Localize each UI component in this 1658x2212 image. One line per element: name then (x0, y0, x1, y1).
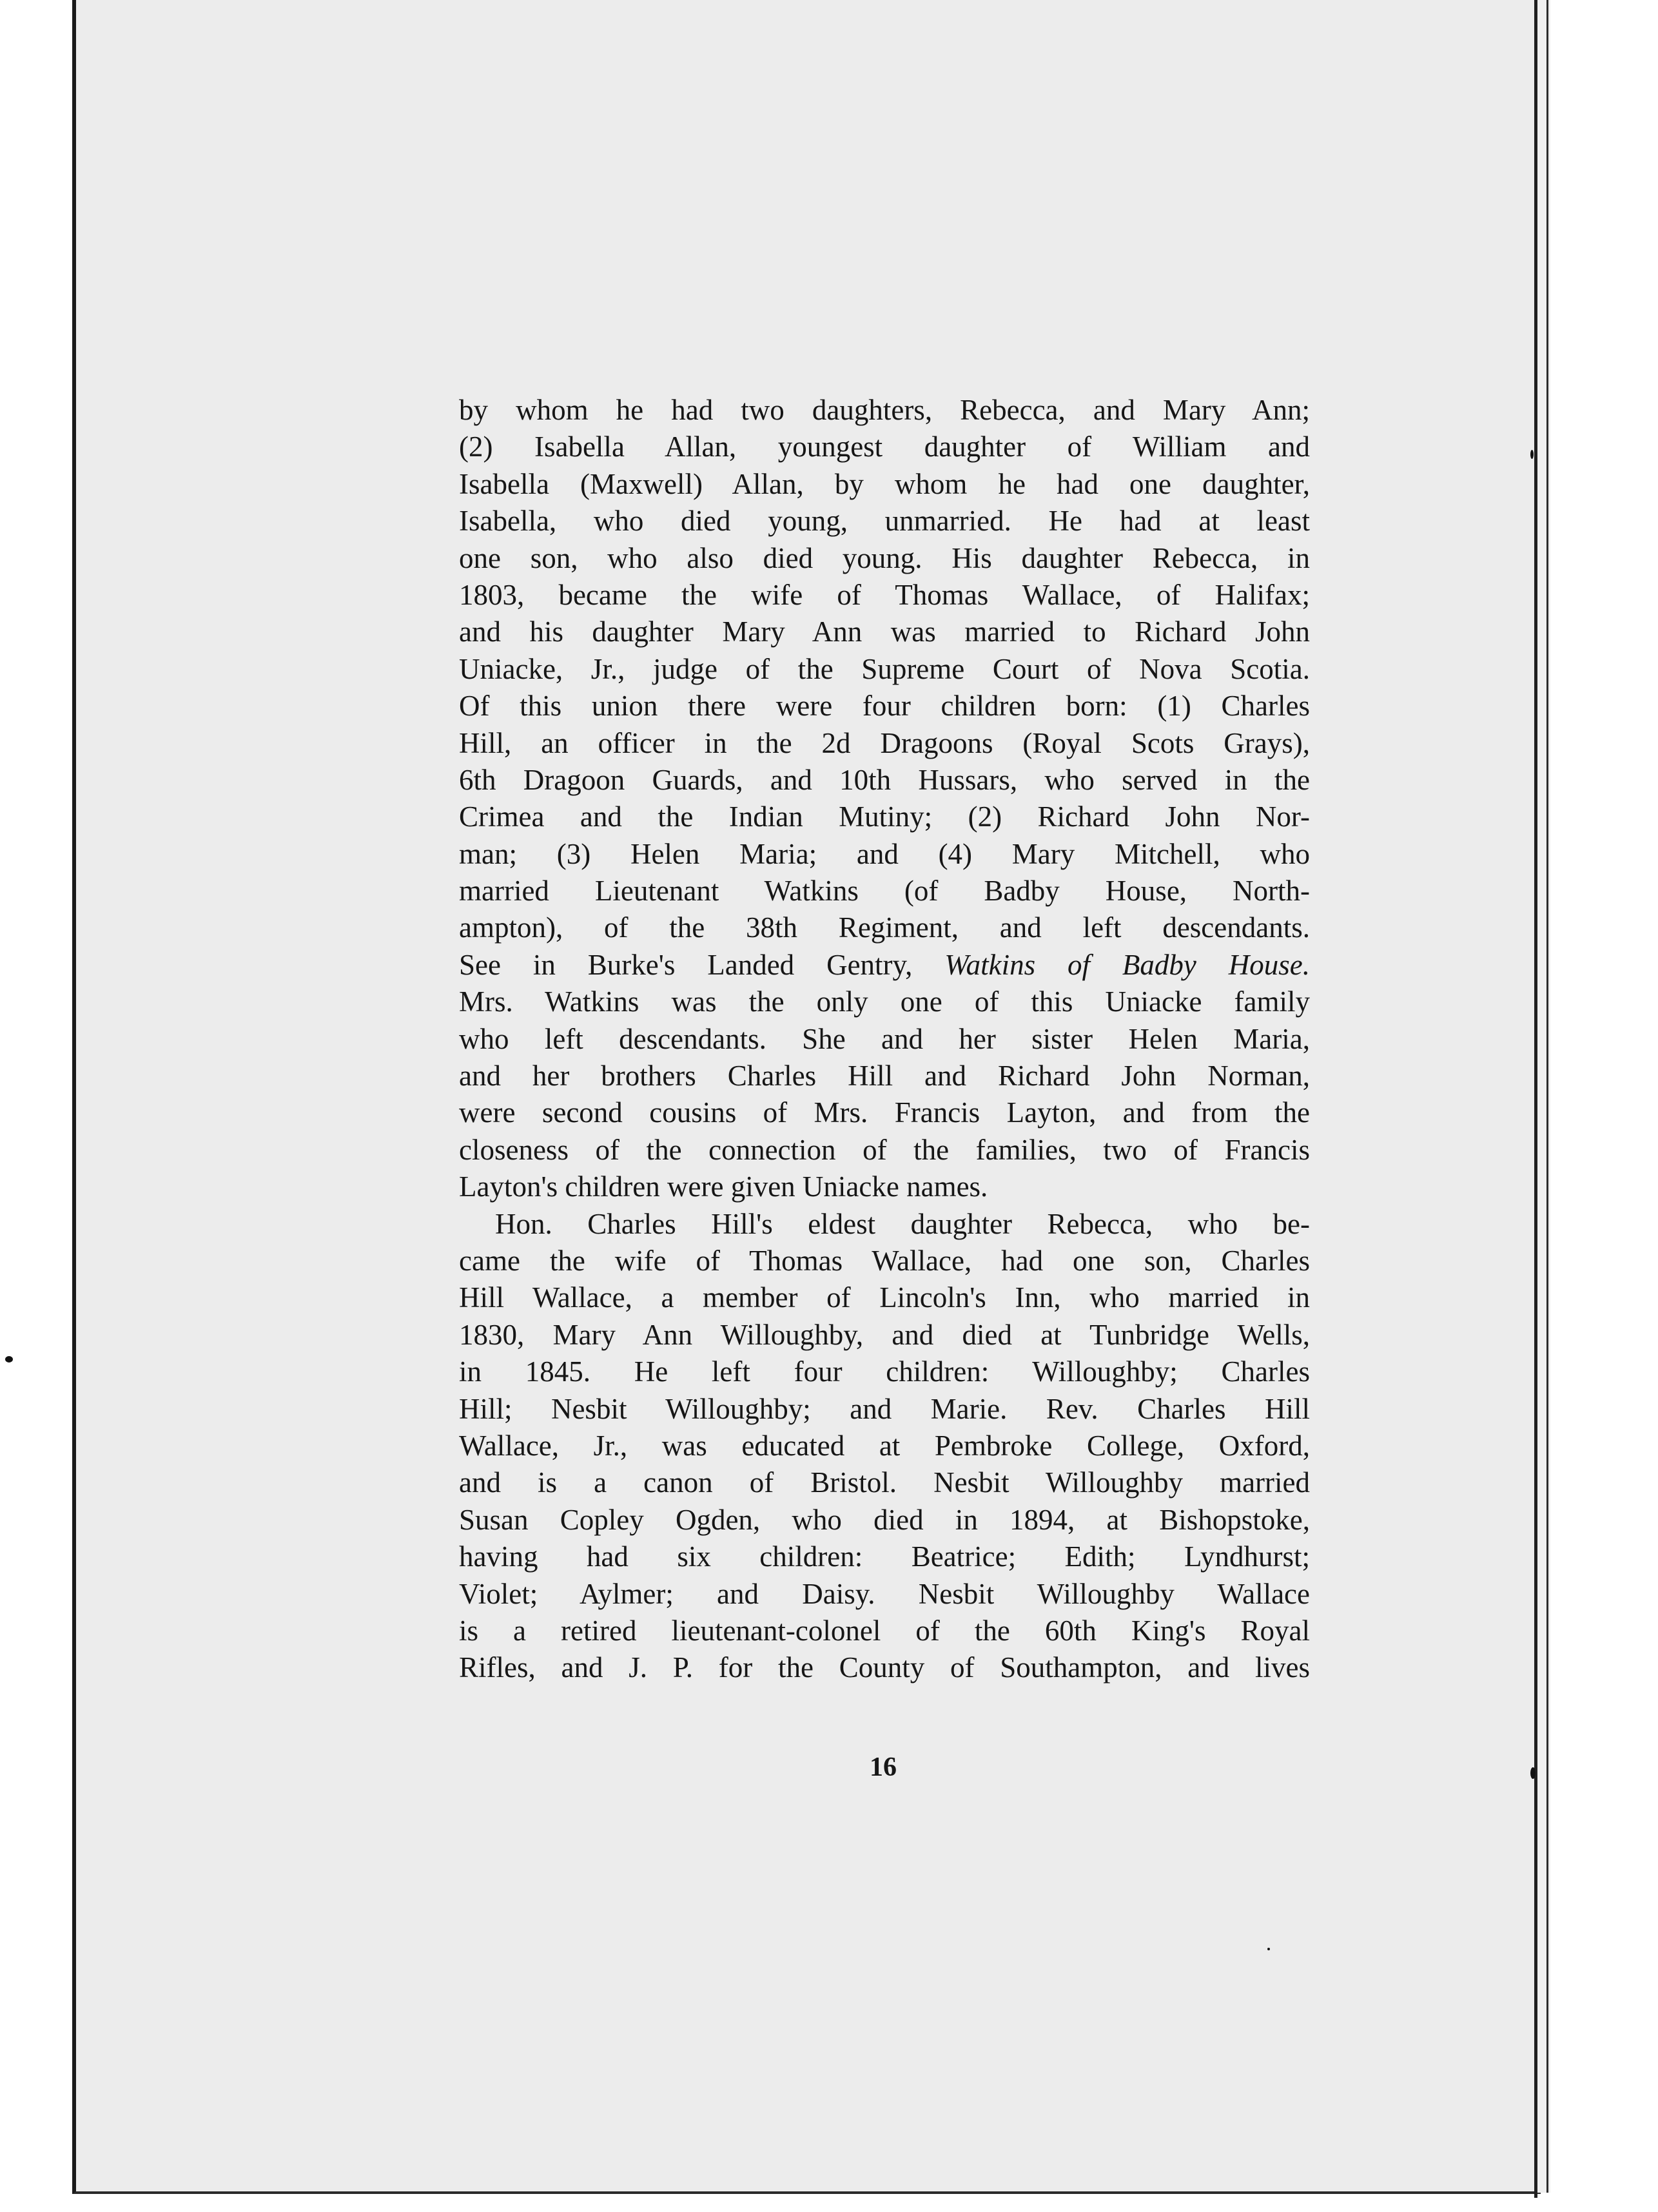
text-line: married Lieutenant Watkins (of Badby House, North- (459, 875, 1310, 907)
facing-page-edge (1537, 0, 1550, 2193)
text-line: and is a canon of Bristol. Nesbit Willoughby married (459, 1466, 1310, 1499)
text-line: Of this union there were four children born: (1) Charles (459, 690, 1310, 723)
text-line: in 1845. He left four children: Willoughby; Charles (459, 1355, 1310, 1388)
text-line: having had six children: Beatrice; Edith; Lyndhurst; (459, 1540, 1310, 1573)
scan-speck (1530, 450, 1534, 459)
text-line: Rifles, and J. P. for the County of Southampton, and lives (459, 1651, 1310, 1684)
body-text (459, 392, 1310, 1687)
scan-speck (5, 1356, 13, 1363)
text-line: and his daughter Mary Ann was married to Richard John (459, 616, 1310, 648)
text-line: ampton), of the 38th Regiment, and left descendants. (459, 911, 1310, 944)
text-line: Isabella (Maxwell) Allan, by whom he had one daughter, (459, 467, 1310, 500)
text-line: Crimea and the Indian Mutiny; (2) Richard John Nor- (459, 800, 1310, 833)
text-line: Violet; Aylmer; and Daisy. Nesbit Willoughby Wallace (459, 1577, 1310, 1610)
text-line: is a retired lieutenant-colonel of the 60th King's Royal (459, 1614, 1310, 1647)
text-line: man; (3) Helen Maria; and (4) Mary Mitchell, who (459, 837, 1310, 870)
text-line: Wallace, Jr., was educated at Pembroke College, Oxford, (459, 1429, 1310, 1462)
text-line: and her brothers Charles Hill and Richard John Norman, (459, 1060, 1310, 1092)
text-line: came the wife of Thomas Wallace, had one son, Charles (459, 1244, 1310, 1277)
page-right-border (1546, 0, 1548, 2193)
text-line: who left descendants. She and her sister Helen Maria, (459, 1022, 1310, 1055)
text-line: Hill; Nesbit Willoughby; and Marie. Rev. Charles Hill (459, 1392, 1310, 1425)
text-line: 6th Dragoon Guards, and 10th Hussars, who served in the (459, 763, 1310, 796)
text-line: 1830, Mary Ann Willoughby, and died at Tunbridge Wells, (459, 1318, 1310, 1351)
page-number: 16 (870, 1752, 897, 1782)
book-title: Watkins of Badby House. (944, 948, 1310, 981)
paragraph (459, 392, 1310, 1206)
text-line: one son, who also died young. His daughter Rebecca, in (459, 541, 1310, 574)
text-line: 1803, became the wife of Thomas Wallace, of Halifax; (459, 578, 1310, 611)
text-line: Hon. Charles Hill's eldest daughter Rebecca, who be- (495, 1207, 1310, 1240)
text-line: by whom he had two daughters, Rebecca, and Mary Ann; (459, 394, 1310, 426)
text-line: Layton's children were given Uniacke names. (459, 1170, 988, 1203)
paragraph (459, 1206, 1310, 1687)
text-line: closeness of the connection of the families, two of Francis (459, 1133, 1310, 1166)
text-line: Susan Copley Ogden, who died in 1894, at Bishopstoke, (459, 1503, 1310, 1536)
text-line: Hill Wallace, a member of Lincoln's Inn, who married in (459, 1281, 1310, 1314)
scan-speck (1267, 1948, 1270, 1950)
text-line: Mrs. Watkins was the only one of this Uniacke family (459, 985, 1310, 1018)
text-line: Uniacke, Jr., judge of the Supreme Court of Nova Scotia. (459, 652, 1310, 685)
scan-speck (1530, 1767, 1536, 1779)
text-line: (2) Isabella Allan, youngest daughter of William and (459, 431, 1310, 463)
text-line: Isabella, who died young, unmarried. He had at least (459, 505, 1310, 538)
text-line: Hill, an officer in the 2d Dragoons (Royal Scots Grays), (459, 726, 1310, 759)
text-line: See in Burke's Landed Gentry, Watkins of Badby House. (459, 948, 1310, 981)
text-line: were second cousins of Mrs. Francis Layton, and from the (459, 1096, 1310, 1129)
